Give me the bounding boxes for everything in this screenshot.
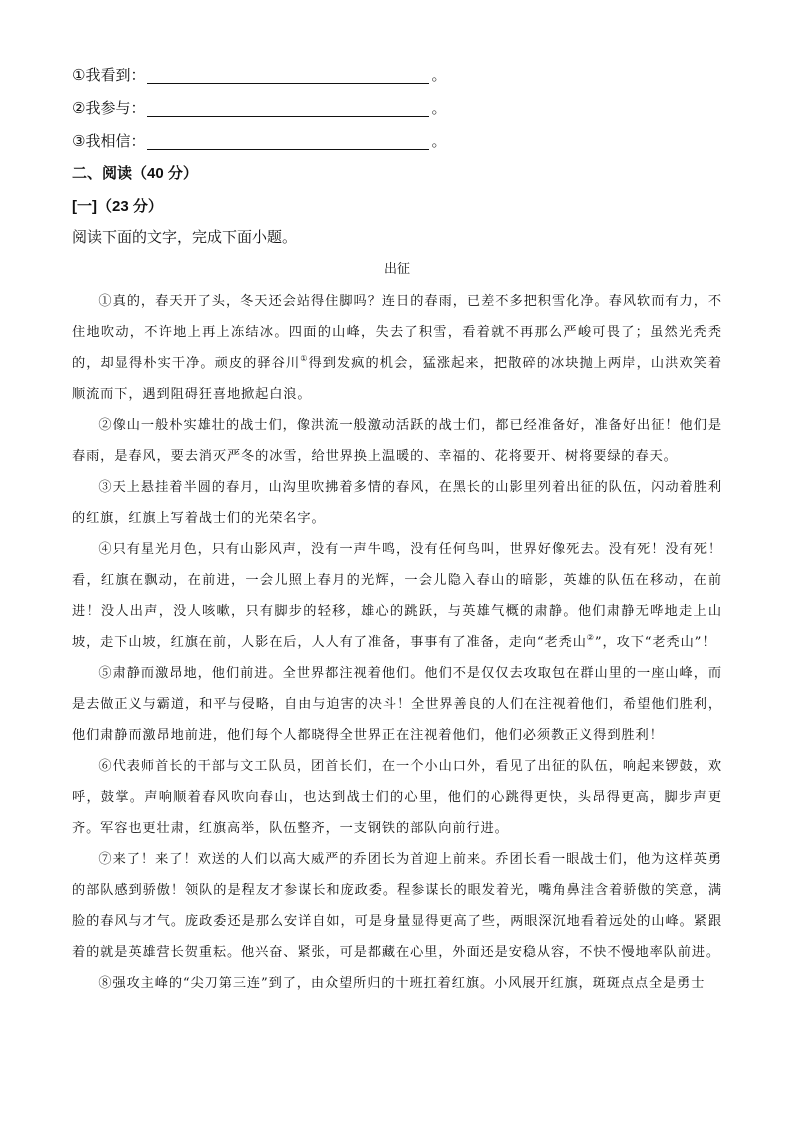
paragraph-2: ②像山一般朴实雄壮的战士们，像洪流一般激动活跃的战士们，都已经准备好，准备好出征！他们是春雨，是春风，要去消灭严冬的冰雪，给世界换上温暖的、幸福的、花将要开、树将要绿的春天。	[72, 418, 722, 464]
paragraph-text: 得到发疯的机会，猛涨起来，把散碎的冰块抛上两岸，山洪欢笑着顺流而下，遇到阻碍狂喜地掀起白浪。	[72, 356, 722, 402]
fill-blank-end: 。	[431, 133, 447, 150]
fill-blank-label: ①我看到：	[72, 67, 146, 84]
paragraph-text: ”，攻下“老秃山”！	[594, 635, 717, 650]
paragraph-text: ④只有星光月色，只有山影风声，没有一声牛鸣，没有任何鸟叫，世界好像死去。没有死！没有死！看，红旗在飘动，在前进，一会儿照上春月的光辉，一会儿隐入春山的暗影，英雄的队伍在移动，在前进！没人出声，没人咳嗽，只有脚步的轻移，雄心的跳跃，与英雄气概的肃静。他们肃静无哗地走上山坡，走下山坡，红旗在前，人影在后，人人有了准备，事事有了准备，走向“老秃山	[72, 542, 722, 650]
fill-blank-end: 。	[431, 67, 447, 84]
paragraph-4	[72, 534, 722, 658]
fill-blank-row-2	[72, 99, 446, 119]
fill-blank-label: ②我参与：	[72, 100, 146, 117]
answer-line[interactable]	[147, 67, 429, 84]
paragraph-3: ③天上悬挂着半圆的春月，山沟里吹拂着多情的春风，在黑长的山影里列着出征的队伍，闪动着胜利的红旗，红旗上写着战士们的光荣名字。	[72, 480, 722, 526]
paragraph-8: ⑧强攻主峰的“尖刀第三连”到了，由众望所归的十班扛着红旗。小风展开红旗，斑斑点点全是勇士	[98, 976, 706, 991]
paragraph-6: ⑥代表师首长的干部与文工队员，团首长们，在一个小山口外，看见了出征的队伍，响起来锣鼓，欢呼，鼓掌。声响顺着春风吹向春山，也达到战士们的心里，他们的心跳得更快，头昂得更高，脚步声更齐。军容也更壮肃，红旗高举，队伍整齐，一支钢铁的部队向前行进。	[72, 759, 722, 836]
fill-blank-label: ③我相信：	[72, 133, 146, 150]
answer-line[interactable]	[147, 133, 429, 150]
sub-heading: [一]（23 分）	[72, 198, 163, 215]
instruction: 阅读下面的文字，完成下面小题。	[72, 229, 298, 246]
fill-blank-row-1	[72, 66, 446, 86]
answer-line[interactable]	[147, 100, 429, 117]
footnote-mark: ①	[300, 354, 309, 363]
article-title: 出征	[383, 262, 410, 277]
article-body	[72, 286, 722, 999]
paragraph-1	[72, 286, 722, 410]
footnote-mark: ②	[586, 633, 595, 642]
paragraph-5: ⑤肃静而激昂地，他们前进。全世界都注视着他们。他们不是仅仅去攻取包在群山里的一座山峰，而是去做正义与霸道，和平与侵略，自由与迫害的决斗！全世界善良的人们在注视着他们，希望他们胜利，他们肃静而激昂地前进，他们每个人都晓得全世界正在注视着他们，他们必须教正义得到胜利！	[72, 666, 722, 743]
paragraph-text: ①真的，春天开了头，冬天还会站得住脚吗？连日的春雨，已差不多把积雪化净。春风软而有力，不住地吹动，不许地上再上冻结冰。四面的山峰，失去了积雪，看着就不再那么严峻可畏了；虽然光秃秃的，却显得朴实干净。顽皮的驿谷川	[72, 294, 722, 371]
paragraph-7: ⑦来了！来了！欢送的人们以高大威严的乔团长为首迎上前来。乔团长看一眼战士们，他为这样英勇的部队感到骄傲！领队的是程友才参谋长和庞政委。程参谋长的眼发着光，嘴角鼻洼含着骄傲的笑意，满脸的春风与才气。庞政委还是那么安详自如，可是身量显得更高了些，两眼深沉地看着远处的山峰。紧跟着的就是英雄营长贺重耘。他兴奋、紧张，可是都藏在心里，外面还是安稳从容，不快不慢地率队前进。	[72, 852, 722, 960]
section-heading: 二、阅读（40 分）	[72, 165, 198, 182]
fill-blank-end: 。	[431, 100, 447, 117]
fill-blank-row-3	[72, 132, 446, 152]
